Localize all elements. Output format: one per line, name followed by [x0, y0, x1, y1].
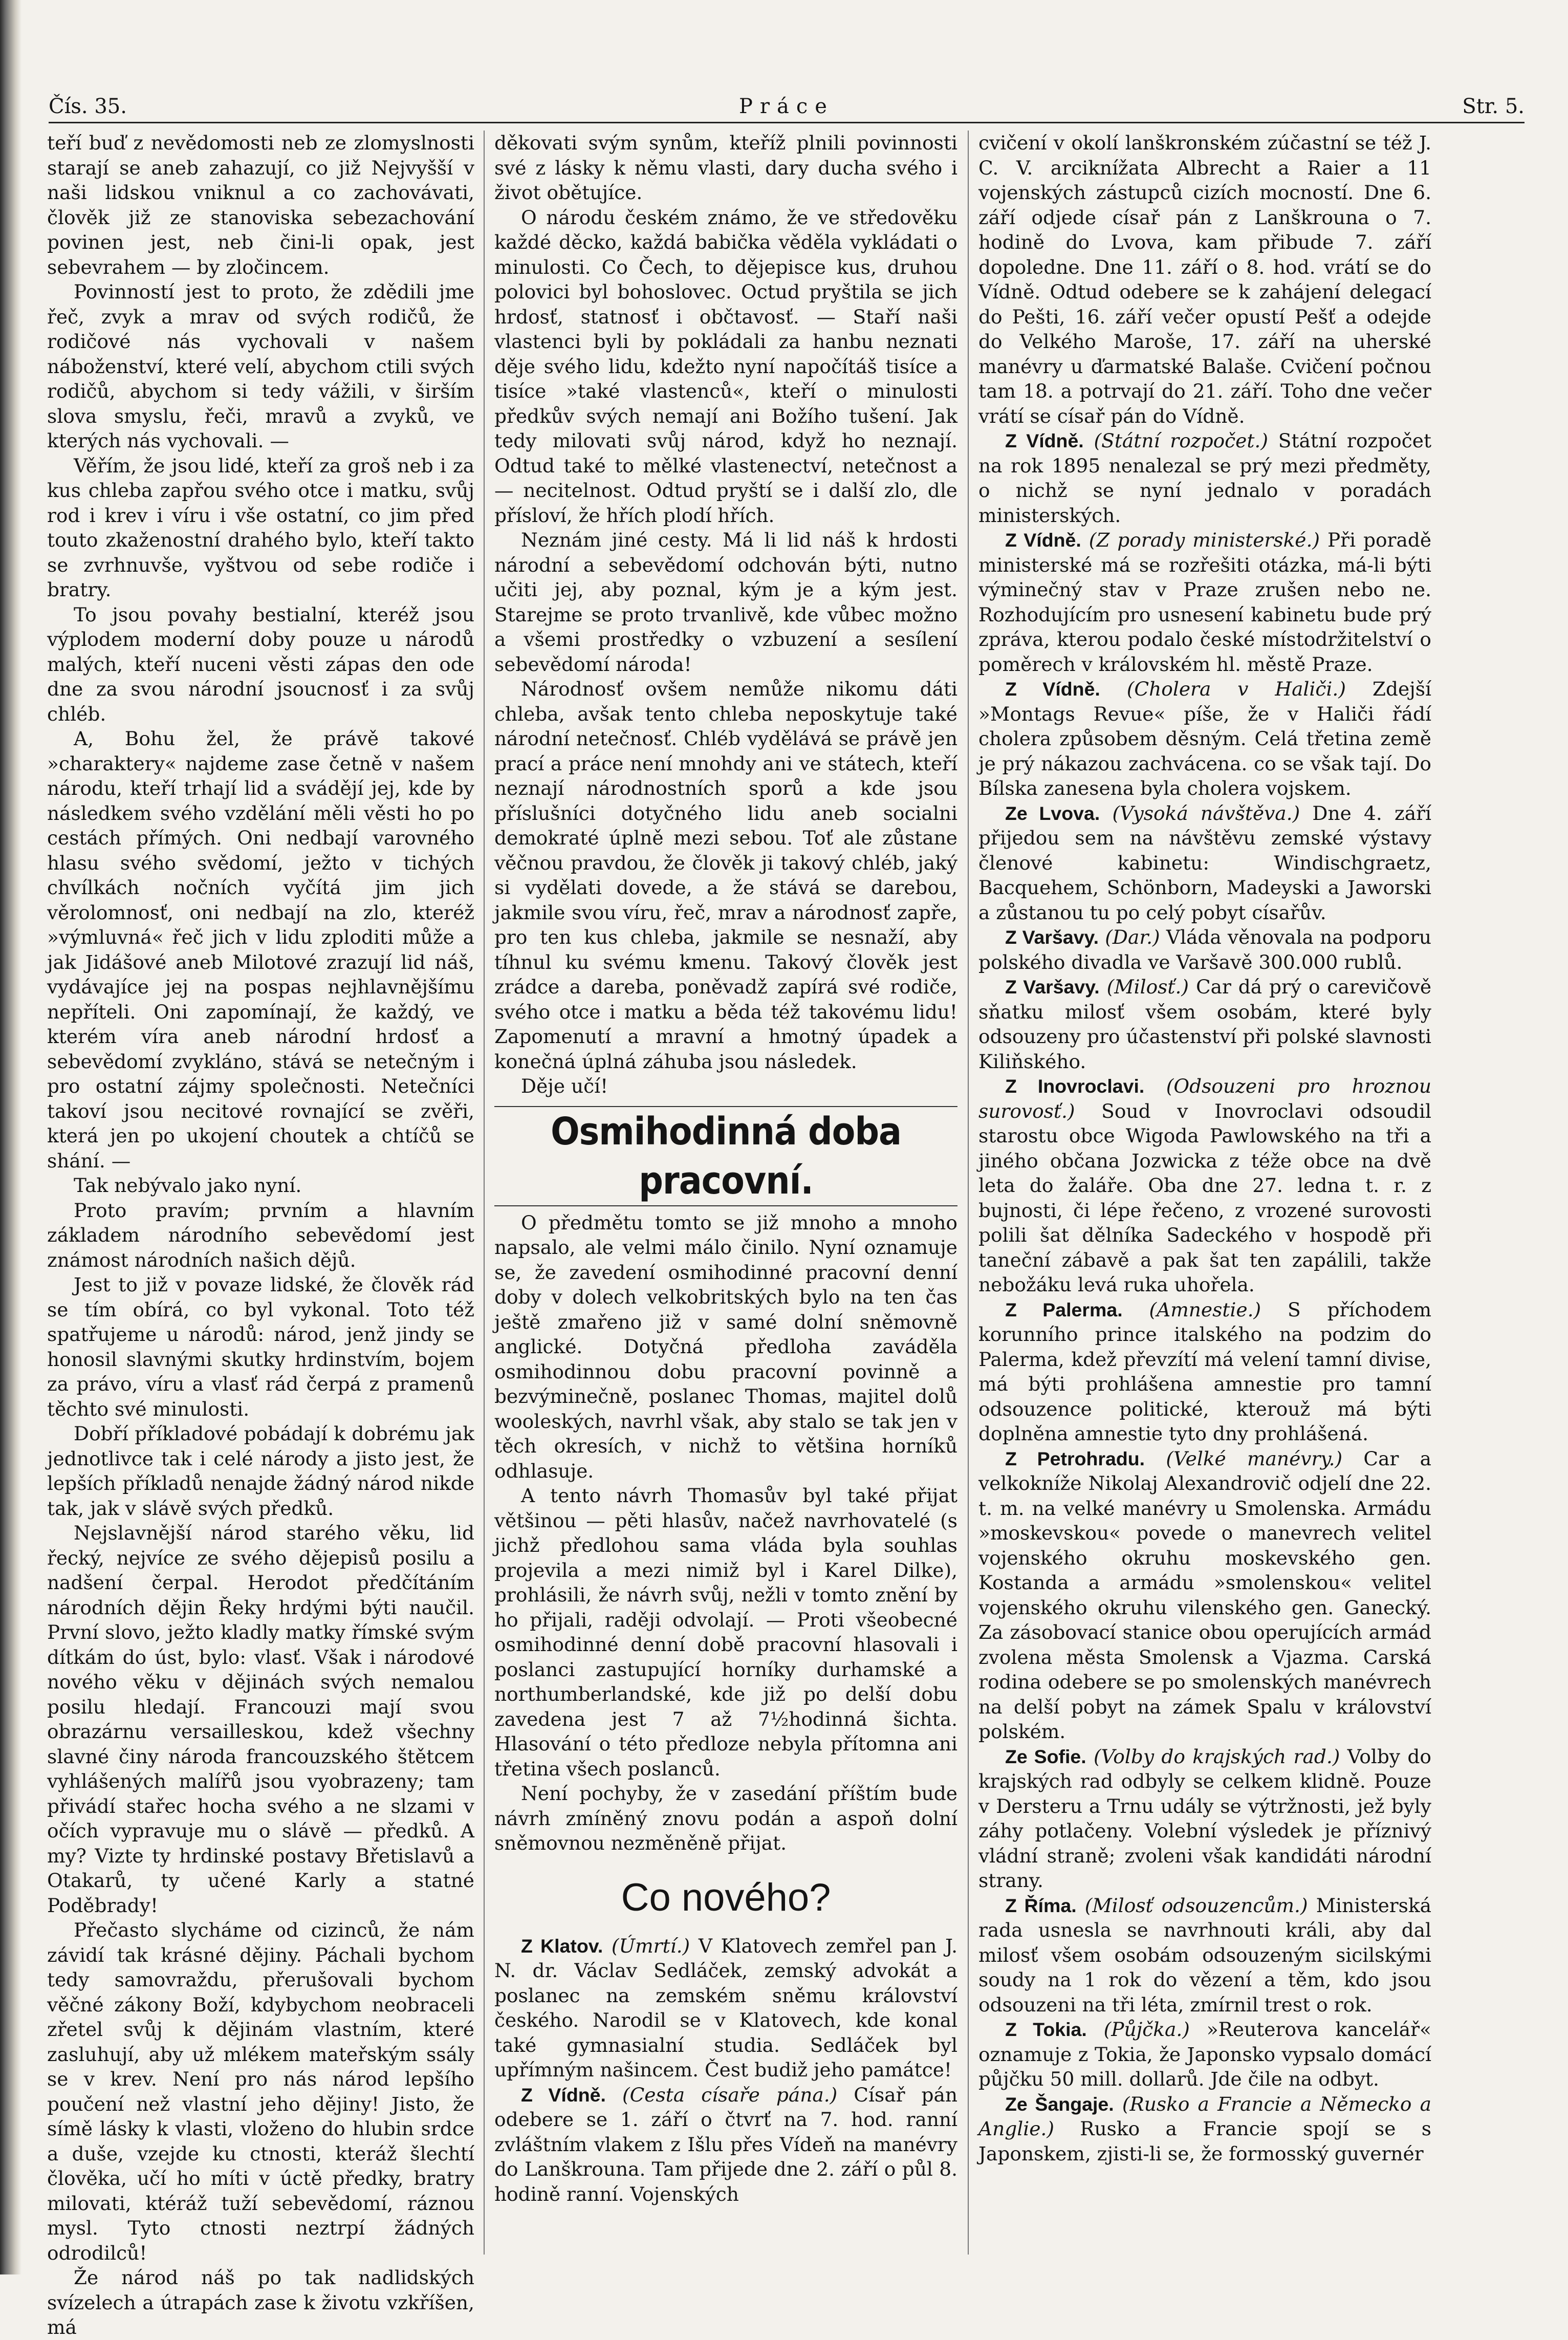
- news-item: [978, 1446, 1431, 1744]
- column-2: [494, 131, 957, 2255]
- news-dateline: Z Říma.: [1005, 1894, 1077, 1916]
- news-dateline: Ze Lvova.: [1005, 802, 1100, 824]
- news-text: Rusko a Francie spojí se s Japonskem, zjisti-li se, že formosský guvernér: [978, 2117, 1431, 2165]
- header-rule: [49, 122, 1525, 123]
- news-dateline: Z Vídně.: [1005, 678, 1100, 700]
- news-subtitle: (Milosť.): [1106, 976, 1189, 998]
- news-subtitle: (Cholera v Haliči.): [1126, 678, 1346, 700]
- article-headline: Osmihodinná doba pracovní.: [494, 1106, 957, 1206]
- paragraph: To jsou povahy bestialní, kteréž jsou výplodem moderní doby pouze u národů malých, kteří nuceni věsti zápas den ode dne za svou národní jsoucnosť i za svůj chléb.: [47, 603, 474, 725]
- paragraph: Jest to již v povaze lidské, že člověk rád se tím obírá, co byl vykonal. Toto též spatřujeme u národů: národ, jenž jindy se honosil slavnými skutky hrdinstvím, bojem za právo, víru a vlasť rád čerpá z pramenů těchto své minulosti.: [47, 1273, 474, 1420]
- news-item: [978, 1744, 1431, 1893]
- news-subtitle: (Volby do krajských rad.): [1094, 1745, 1340, 1768]
- news-dateline: Z Vídně.: [1005, 430, 1084, 451]
- news-subtitle: (Rusko a Francie a Německo a Anglie.): [978, 2092, 1431, 2140]
- news-item: [978, 2017, 1431, 2092]
- news-dateline: Ze Sofie.: [1005, 1745, 1086, 1767]
- paragraph: děkovati svým synům, kteříž plnili povinnosti své z lásky k němu vlasti, dary ducha svého i život obětujíce.: [494, 132, 957, 204]
- closing-line: Děje učí!: [521, 1075, 608, 1097]
- paragraph: O předmětu tomto se již mnoho a mnoho napsalo, ale velmi málo činilo. Nyní oznamuje se, že zavedení osmihodinné pracovní denní doby v dolech velkobritských bylo na ten čas ještě zmařeno již v samé dolní sněmovně anglické. Dotyčná předloha zaváděla osmihodinnou dobu pracovní povinně a bezvýminečně, poslanec Thomas, majitel dolů wooleských, navrhl však, aby stalo se tak jen v těch okresích, v nichž to většina horníků odhlasuje.: [494, 1211, 957, 1482]
- news-dateline: Ze Šangaje.: [1005, 2093, 1114, 2115]
- paragraph: teří buď z nevědomosti neb ze zlomyslnosti starají se aneb zahazují, co již Nejvyšší v naši lidskou vniknul a co zachovávati, člověk již ze stanoviska sebezachování povinen jest, neb čini-li opak, jest sebevrahem — by zločincem.: [47, 132, 474, 278]
- news-item: [978, 1893, 1431, 2018]
- page-header: [49, 90, 1525, 125]
- news-item: [494, 2083, 957, 2207]
- news-subtitle: (Půjčka.): [1103, 2018, 1190, 2041]
- news-text: Soud v Inovroclavi odsoudil starostu obce Wigoda Pawlowského na tři a jiného občana Jozwicka z téže obce na dvě leta do žaláře. Oba dne 27. ledna t. r. z bujnosti, či lépe řečeno, z vrozené surovosti polili šat dělníka Sadeckého v hospodě při taneční zábavě a pak šat ten zapálili, takže nebožáku levá ruka uhořela.: [978, 1099, 1431, 1296]
- news-text: Vláda věnovala na podporu polského divadla ve Varšavě 300.000 rublů.: [978, 926, 1432, 973]
- news-dateline: Z Petrohradu.: [1005, 1447, 1145, 1469]
- news-text: Státní rozpočet na rok 1895 nenalezal se prý mezi předměty, o nichž se nyní jednalo v poradách ministerských.: [978, 429, 1432, 527]
- news-dateline: Z Varšavy.: [1005, 926, 1099, 948]
- news-item: [978, 801, 1431, 925]
- paragraph: Tak nebývalo jako nyní.: [74, 1174, 302, 1197]
- paragraph: Není pochyby, že v zasedání příštím bude návrh zmíněný znovu podán a aspoň dolní sněmovnou nezměněně přijat.: [494, 1782, 957, 1854]
- paragraph: Národnosť ovšem nemůže nikomu dáti chleba, avšak tento chleba neposkytuje také národní netečnosť. Chléb vydělává se právě jen prací a práce není mnohdy ani ve státech, kteří neznají národnostních sporů a kde jsou příslušníci dotyčného lidu aneb socialni demokraté úplně mezi sebou. Toť ale zůstane věčnou pravdou, že člověk ji takový chléb, jaký si vydělati dovede, a že stává se darebou, jakmile svou víru, řeč, mrav a národnosť zapře, pro ten kus chleba, jakmile se nesnaží, aby tíhnul ku svému kmenu. Takový člověk jest zrádce a dareba, poněvadž zapírá své rodiče, svého otce i matku a běda též takovému lidu! Zapomenutí a mravní a hmotný úpadek a konečná úplná záhuba jsou následek.: [494, 678, 957, 1073]
- news-dateline: Z Palerma.: [1005, 1298, 1123, 1320]
- column-1: [47, 131, 474, 2338]
- news-text: Car dá prý o carevičově sňatku milosť všem osobám, které byly odsouzeny pro účastenství při polské slavnosti Kiliňského.: [978, 976, 1432, 1073]
- news-text: Car a velkokníže Nikolaj Alexandrovič odjelí dne 22. t. m. na velké manévry u Smolenska. Armádu »moskevskou« povede o manevrech velitel vojenského okruhu moskevského gen. Kostanda a armádu »smolenskou« velitel vojenského okruhu vilenského gen. Ganecký. Za zásobovací stanice obou operujících armád zvolena města Smolensk a Vjazma. Carská rodina odebere se po smolenských manévrech na delší pobyt na zámek Spalu v království polském.: [978, 1447, 1431, 1743]
- news-subtitle: (Cesta císaře pána.): [622, 2083, 838, 2106]
- paragraph: O národu českém známo, že ve středověku každé děcko, každá babička věděla vykládati o minulosti. Co Čech, to dějepisce kus, druhou polovici byl bohoslovec. Octud pryštila se jich hrdosť, statnosť i občtavosť. — Staří naši vlastenci byli by pokládali za hanbu neznati děje svého lidu, kdežto nyní napočítáš tisíce a tisíce »také vlastenců«, kteří o minulosti předkův svých nemají ani Božího tušení. Jak tedy milovati svůj národ, když ho neznají. Odtud také to mělké vlastenectví, netečnost a — necitelnost. Odtud pryští se i další zlo, dle přísloví, že hřích plodí hřích.: [494, 206, 957, 527]
- news-item: [978, 677, 1431, 801]
- news-subtitle: (Vysoká návštěva.): [1112, 801, 1300, 825]
- news-text: S příchodem korunního prince italského na podzim do Palerma, kdež převzítí má velení tamní divise, má býti prohlášena amnestie pro tamní odsouzence politické, kterouž má býti doplněna amnestie tyto dny prohlášená.: [978, 1298, 1432, 1445]
- column-3: [978, 131, 1431, 2255]
- news-text: Při poradě ministerské má se rozřešiti otázka, má-li býti výminečný stav v Praze zrušen nebo ne. Rozhodujícím pro usnesení kabinetu bude prý zpráva, kterou podalo české místodržitelství o poměrech v královském hl. městě Praze.: [978, 529, 1432, 676]
- news-subtitle: (Úmrtí.): [611, 1934, 690, 1957]
- news-dateline: Z Tokia.: [1005, 2019, 1087, 2040]
- news-text: »Reuterova kancelář« oznamuje z Tokia, že Japonsko vypsalo domácí půjčku 50 mill. dollarů. Jde čile na odbyt.: [978, 2018, 1431, 2090]
- news-dateline: Z Inovroclavi.: [1005, 1075, 1145, 1097]
- news-subtitle: (Dar.): [1105, 926, 1160, 948]
- news-text: Ministerská rada usnesla se navrhnouti králi, aby dal milosť všem osobám odsouzeným sicilskými soudy na 1 rok do vězení a těm, kdo jsou odsouzeni na tři léta, zmírnil trest o rok.: [978, 1894, 1432, 2016]
- news-dateline: Z Varšavy.: [1005, 976, 1100, 998]
- paragraph: Povinností jest to proto, že zdědili jme řeč, zvyk a mrav od svých rodičů, že rodičové nás vychovali v našem náboženství, které velí, abychom ctili svých rodičů, abychom si tedy vážili, v širším slova smyslu, řeči, mravů a zvyků, ve kterých nás vychovali. —: [47, 280, 474, 452]
- paragraph: Neznám jiné cesty. Má li lid náš k hrdosti národní a sebevědomí odchován býti, nutno učiti jej, aby poznal, kým je a kým jest. Starejme se proto trvanlivě, kde vůbec možno a všemi prostředky o vzbuzení a sesílení sebevědomí národa!: [494, 529, 957, 676]
- news-dateline: Z Klatov.: [521, 1935, 603, 1957]
- news-subtitle: (Amnestie.): [1149, 1298, 1261, 1321]
- newspaper-title: Práce: [739, 95, 834, 118]
- paragraph: Věřím, že jsou lidé, kteří za groš neb i za kus chleba zapřou svého otce i matku, svůj rod i krev i víru i vše ostatní, co jim před touto zkaženostní drahého bylo, kteří takto se zvrhnuvše, vyštvou od sebe rodiče i bratry.: [47, 454, 474, 601]
- paragraph: Nejslavnější národ starého věku, lid řecký, nejvíce ze svého dějepisů posilu a nadšení čerpal. Herodot předčítáním národních dějin Řeky hrdými býti naučil. První slovo, ježto kladly matky římské svým dítkám do úst, bylo: vlasť. Však i národové nového věku v dějinách svých nemalou posilu hledají. Francouzi mají svou obrazárnu versailleskou, kdež všechny slavné činy národa francouzského štětcem vyhlášených malířů jsou vyobrazeny; tam přivádí stařec hocha svého a ne slzami v očích vypravuje mu o slávě — předků. A my? Vizte ty hrdinské postavy Břetislavů a Otakarů, ty učené Karly a statné Poděbrady!: [47, 1522, 474, 1917]
- paragraph: A, Bohu žel, že právě takové »charaktery« najdeme zase četně v našem národu, kteří trhají lid a svádějí jej, kde by následkem svého vzdělání měli věsti ho po cestách přímých. Oni nedbají varovného hlasu svého svědomí, ježto v tichých chvílkách nočních vyčítá jim jich věrolomnosť, oni nedbají na zlo, kteréž »výmluvná« řeč jich v lidu zploditi může a jak Jidášové aneb Milotové zrazují lid náš, vydávajíce jej na pospas nejhlavnějšímu nepříteli. Oni zapomínají, že každý, ve kterém víra aneb národní hrdosť a sebevědomí zvykláno, stává se netečným i pro ostatní zájmy společnosti. Netečníci takoví jsou necitové rovnající se zvěři, která jen po ukojení choutek a chtíčů se shání. —: [47, 727, 474, 1172]
- news-subtitle: (Milosť odsouzencům.): [1084, 1894, 1308, 1917]
- paragraph: Proto pravím; prvním a hlavním základem národního sebevědomí jest známost národních našich dějů.: [47, 1199, 474, 1271]
- column-divider: [484, 131, 485, 2255]
- paragraph: Že národ náš po tak nadlidských svízelech a útrapách zase k životu vzkříšen, má: [47, 2266, 474, 2338]
- news-text: V Klatovech zemřel pan J. N. dr. Václav Sedláček, zemský advokát a poslanec na zemském sněmu království českého. Narodil se v Klatovech, kde konal také gymnasialní studia. Sedláček byl upřímným našincem. Čest budiž jeho památce!: [494, 1934, 958, 2081]
- news-subtitle: (Velké manévry.): [1166, 1447, 1343, 1470]
- page-number: Str. 5.: [1462, 95, 1525, 118]
- news-text: Dne 4. září přijedou sem na návštěvu zemské výstavy členové kabinetu: Windischgraetz, Bacquehem, Schönborn, Madeyski a Jaworski a zůstanou tu po celý pobyt císařův.: [978, 801, 1431, 924]
- news-text: Volby do krajských rad odbyly se celkem klidně. Pouze v Dersteru a Trnu udály se výtržnosti, jež byly záhy potlačeny. Volební výsledek je příznivý vládní straně; zvoleni však kandidáti národní strany.: [978, 1745, 1432, 1892]
- paragraph: cvičení v okolí lanškronském zúčastní se též J. C. V. arciknížata Albrecht a Raier a 11 vojenských zástupců cizích mocností. Dne 6. září odjede císař pán z Lanškrouna o 7. hodině do Lvova, kam přibude 7. září dopoledne. Dne 11. září o 8. hod. vrátí se do Vídně. Odtud odebere se k zahájení delegací do Pešti, 16. září večer opustí Pešť a odejde do Velkého Maroše, 17. září na uherské manévry u ďarmatské Balaše. Cvičení počnou tam 18. a potrvají do 21. září. Toho dne večer vrátí se císař pán do Vídně.: [978, 132, 1431, 427]
- news-subtitle: (Státní rozpočet.): [1094, 429, 1268, 452]
- column-divider: [968, 131, 969, 2255]
- news-item: [978, 528, 1431, 677]
- news-text: Císař pán odebere se 1. září o čtvrť na 7. hod. ranní zvláštním vlakem z Išlu přes Vídeň na manévry do Lanškrouna. Tam přijede dne 2. září o půl 8. hodině ranní. Vojenských: [494, 2083, 958, 2205]
- issue-number: Čís. 35.: [49, 95, 127, 118]
- news-dateline: Z Vídně.: [1005, 529, 1081, 551]
- paragraph: Přečasto slycháme od cizinců, že nám závidí tak krásné dějiny. Páchali bychom tedy samovraždu, přerušovali bychom věčné zákony Boží, kdybychom neobraceli zřetel svůj k dějinám vlastním, které zasluhují, aby už mlékem mateřským ssály se v krev. Není pro nás národ lepšího poučení než vlastní jeho dějiny! Jisto, že símě lásky k vlasti, vloženo do hlubin srdce a duše, vzejde ku ctnosti, kteráž šlechtí člověka, učí ho míti v úctě předky, bratry milovati, ktéráž tuží sebevědomí, ráznou mysl. Tyto ctnosti neztrpí žádných odrodilců!: [47, 1919, 474, 2264]
- news-subtitle: (Z porady ministerské.): [1088, 529, 1320, 551]
- paragraph: Dobří příkladové pobádají k dobrému jak jednotlivce tak i celé národy a jisto jest, že lepších příkladů nenajde žádný národ nikde tak, jak v slávě svých předků.: [47, 1422, 474, 1520]
- news-item: [978, 428, 1431, 528]
- news-section-headline: Co nového?: [621, 1875, 831, 1919]
- scan-binding-edge: [0, 0, 21, 2274]
- news-item: [978, 974, 1431, 1074]
- news-item: [978, 2092, 1431, 2166]
- paragraph: A tento návrh Thomasův byl také přijat většinou — pěti hlasův, načež navrhovatelé (s jichž předlohou sama vláda byla souhlas projevila a mezi nimiž byl i Karel Dilke), prohlásili, že návrh svůj, nežli v tomto znění by ho přijali, raději odvolají. — Proti všeobecné osmihodinné denní době pracovní hlasovali i poslanci zastupující horníky durhamské a northumberlandské, kde již po delší dobu zavedena jest 7 až 7½hodinná šichta. Hlasování o této předloze nebyla přítomna ani třetina všech poslanců.: [494, 1484, 957, 1780]
- news-text: Zdejší »Montags Revue« píše, že v Haliči řádí cholera způsobem děsným. Celá třetina země je prý nákazou zachvácena. co se však tají. Do Bílska zanesena byla cholera vojskem.: [978, 678, 1432, 799]
- news-item: [978, 1297, 1431, 1446]
- news-item: [494, 1934, 957, 2083]
- news-dateline: Z Vídně.: [521, 2084, 606, 2106]
- news-item: [978, 925, 1431, 974]
- news-subtitle: (Odsouzeni pro hroznou surovosť.): [978, 1075, 1431, 1122]
- news-item: [978, 1074, 1431, 1297]
